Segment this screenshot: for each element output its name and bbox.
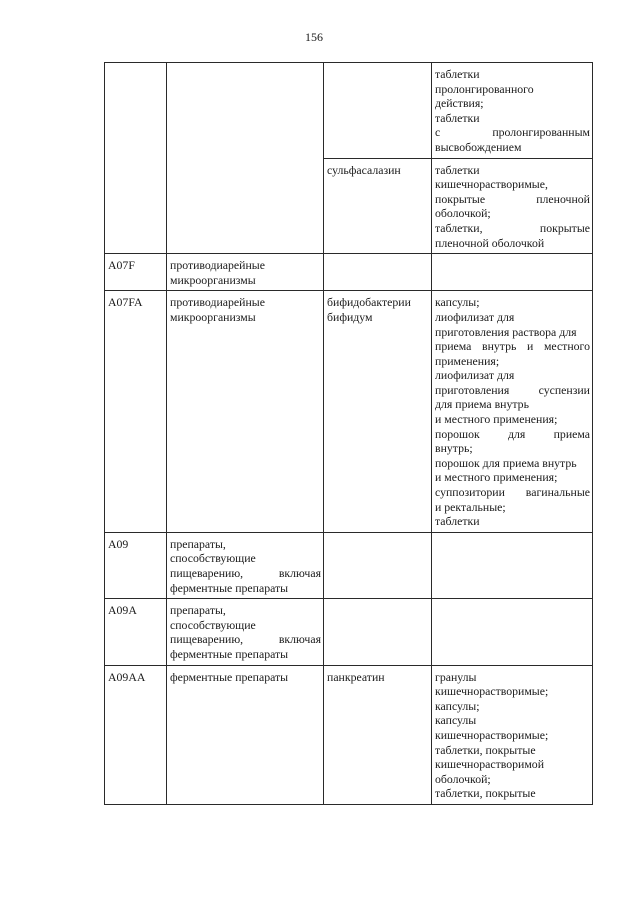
group-name-line: противодиарейные bbox=[170, 258, 265, 273]
atc-code-cell: A07FA bbox=[105, 291, 167, 533]
table-row bbox=[105, 665, 593, 804]
dosage-form-line: и местного применения; bbox=[435, 470, 558, 485]
drug-name-cell: панкреатин bbox=[324, 665, 432, 804]
group-name-line: способствующие bbox=[170, 551, 256, 566]
table-row bbox=[105, 291, 593, 533]
table-row bbox=[105, 532, 593, 598]
dosage-form-line: капсулы bbox=[435, 713, 477, 728]
dosage-form-line: таблетки bbox=[435, 67, 480, 81]
dosage-form-line: и местного применения; bbox=[435, 412, 558, 427]
group-name-line: противодиарейные bbox=[170, 295, 265, 310]
group-name-cell bbox=[167, 254, 324, 291]
atc-code-cell: A09 bbox=[105, 532, 167, 598]
drug-name-cell bbox=[324, 532, 432, 598]
drug-name-cell bbox=[324, 254, 432, 291]
dosage-form-cell bbox=[432, 254, 593, 291]
dosage-form-line: таблетки, покрытые bbox=[435, 742, 536, 757]
group-name-line: пищеварению, включая bbox=[170, 632, 321, 647]
dosage-form-line: покрытые пленочной bbox=[435, 191, 590, 206]
table-row bbox=[105, 63, 593, 159]
dosage-form-line: для приема внутрь bbox=[435, 397, 529, 412]
drug-table-body bbox=[105, 63, 593, 805]
dosage-form-line: оболочкой; bbox=[435, 206, 491, 221]
dosage-form-line: действия; bbox=[435, 96, 484, 111]
atc-code-cell: A09A bbox=[105, 599, 167, 665]
table-row bbox=[105, 599, 593, 665]
page-number: 156 bbox=[305, 30, 323, 44]
dosage-form-line: порошок для приема внутрь bbox=[435, 455, 577, 470]
group-name-cell bbox=[167, 665, 324, 804]
group-name-line: препараты, bbox=[170, 536, 226, 551]
dosage-form-line: капсулы; bbox=[435, 698, 480, 713]
drug-table bbox=[104, 62, 593, 805]
group-name-line: микроорганизмы bbox=[170, 309, 256, 324]
drug-name-cell bbox=[324, 599, 432, 665]
group-name-line: ферментные препараты bbox=[170, 646, 289, 661]
dosage-form-line: гранулы bbox=[435, 669, 477, 684]
dosage-form-line: таблетки bbox=[435, 162, 480, 177]
dosage-form-cell bbox=[432, 291, 593, 533]
drug-name-cell bbox=[324, 63, 432, 159]
atc-code-cell: A09AA bbox=[105, 665, 167, 804]
dosage-form-line: капсулы; bbox=[435, 295, 480, 310]
group-name-line: ферментные препараты bbox=[170, 669, 289, 684]
drug-name-cell: бифидобактерии бифидум bbox=[324, 291, 432, 533]
drug-name-cell: сульфасалазин bbox=[324, 158, 432, 254]
dosage-form-line: внутрь; bbox=[435, 441, 473, 456]
dosage-form-line: пленочной оболочкой bbox=[435, 235, 545, 250]
dosage-form-line: таблетки bbox=[435, 110, 480, 125]
group-name-line: пищеварению, включая bbox=[170, 566, 321, 580]
dosage-form-line: применения; bbox=[435, 353, 500, 368]
dosage-form-line: кишечнорастворимые; bbox=[435, 684, 549, 699]
group-name-line: ферментные препараты bbox=[170, 580, 289, 595]
dosage-form-cell bbox=[432, 599, 593, 665]
group-name-line: микроорганизмы bbox=[170, 272, 256, 287]
dosage-form-line: таблетки bbox=[435, 514, 480, 529]
dosage-form-line: лиофилизат для bbox=[435, 368, 515, 383]
group-name-line: препараты, bbox=[170, 603, 226, 618]
dosage-form-line: кишечнорастворимые; bbox=[435, 727, 549, 742]
group-name-cell bbox=[167, 599, 324, 665]
atc-code-cell bbox=[105, 63, 167, 254]
group-name-cell bbox=[167, 532, 324, 598]
group-name-line: способствующие bbox=[170, 617, 256, 632]
dosage-form-line: таблетки, покрытые bbox=[435, 220, 590, 235]
dosage-form-line: приготовления суспензии bbox=[435, 382, 590, 397]
dosage-form-line: лиофилизат для bbox=[435, 309, 515, 324]
dosage-form-line: суппозитории вагинальные bbox=[435, 485, 590, 500]
dosage-form-cell bbox=[432, 158, 593, 254]
dosage-form-cell bbox=[432, 63, 593, 159]
group-name-cell bbox=[167, 291, 324, 533]
dosage-form-line: и ректальные; bbox=[435, 499, 506, 514]
dosage-form-line: с пролонгированным bbox=[435, 125, 590, 140]
dosage-form-line: пролонгированного bbox=[435, 81, 534, 96]
dosage-form-line: оболочкой; bbox=[435, 771, 491, 786]
atc-code-cell: A07F bbox=[105, 254, 167, 291]
dosage-form-cell bbox=[432, 665, 593, 804]
group-name-cell bbox=[167, 63, 324, 254]
dosage-form-line: таблетки, покрытые bbox=[435, 786, 536, 801]
dosage-form-line: высвобождением bbox=[435, 139, 522, 154]
dosage-form-cell bbox=[432, 532, 593, 598]
dosage-form-line: кишечнорастворимые, bbox=[435, 177, 548, 192]
dosage-form-line: кишечнорастворимой bbox=[435, 757, 545, 772]
dosage-form-line: приготовления раствора для bbox=[435, 324, 577, 339]
dosage-form-line: приема внутрь и местного bbox=[435, 339, 590, 354]
dosage-form-line: порошок для приема bbox=[435, 426, 590, 441]
table-row bbox=[105, 254, 593, 291]
